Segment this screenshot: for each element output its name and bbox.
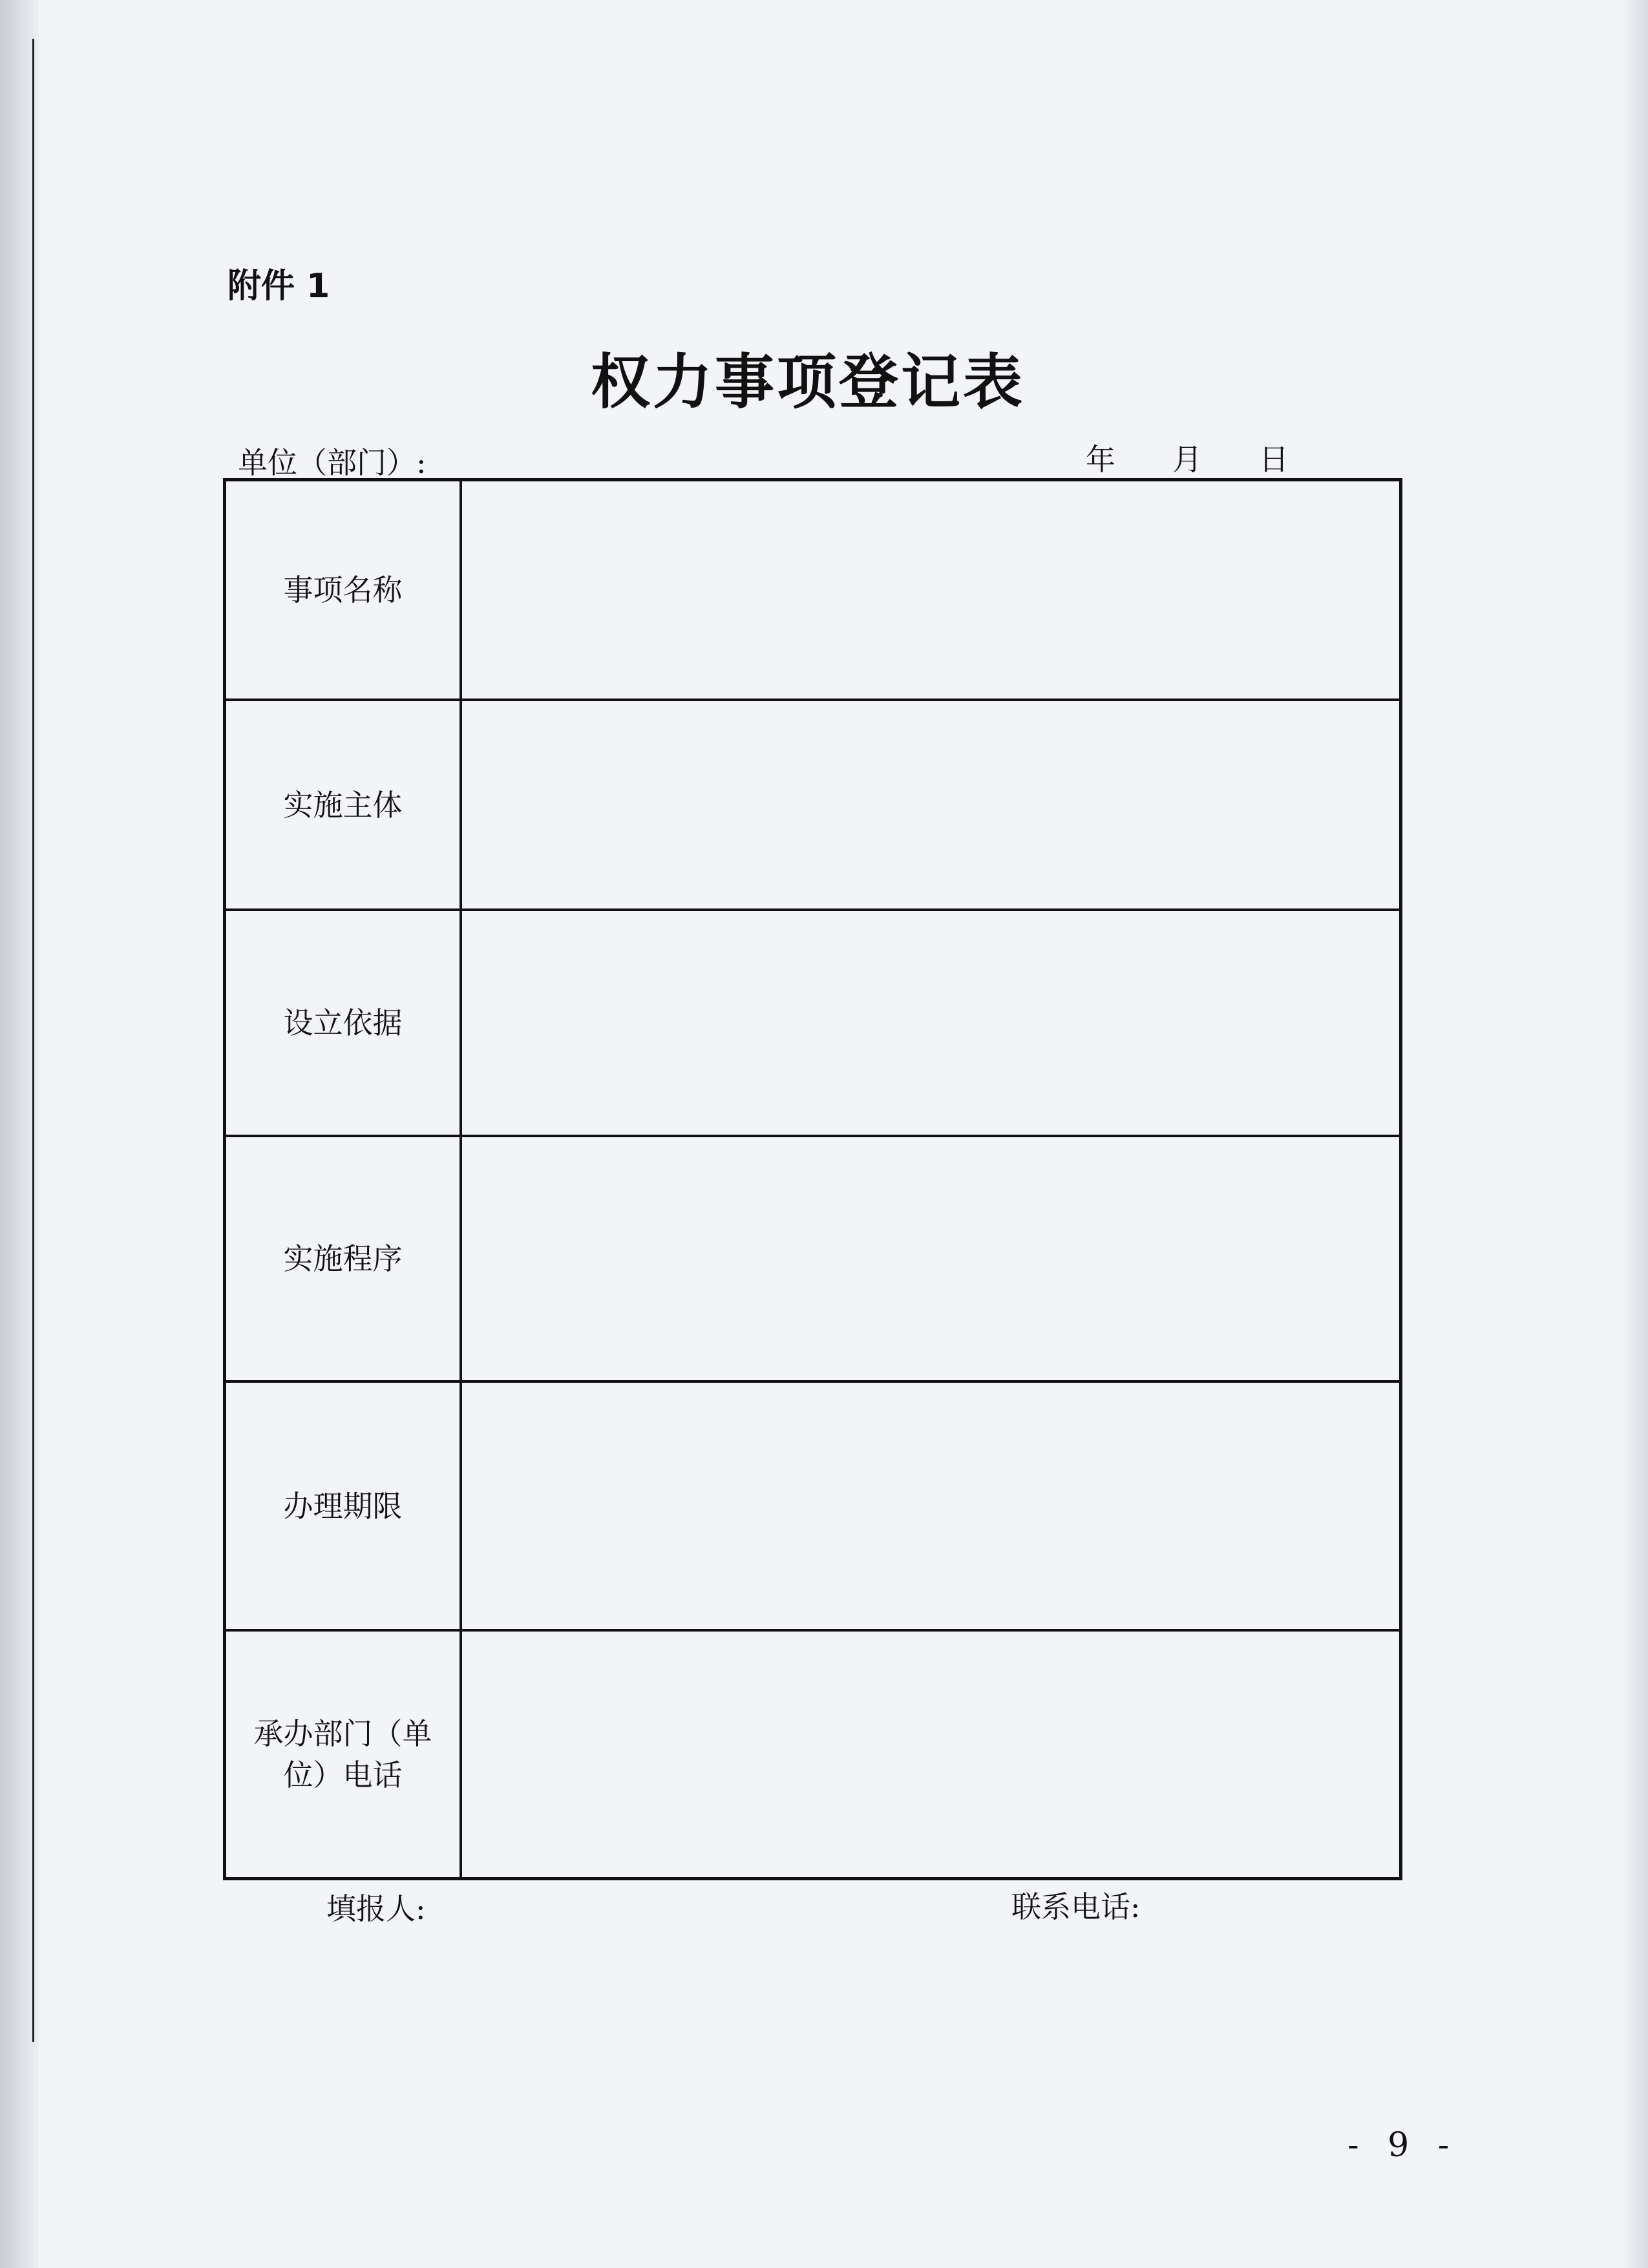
page-number: - 9 -	[1347, 2126, 1459, 2165]
row-label-department-phone: 承办部门（单位）电话	[226, 1632, 462, 1877]
field-item-name[interactable]	[462, 481, 1399, 701]
registration-table	[223, 478, 1402, 1880]
unit-label: 单位（部门）:	[238, 445, 427, 480]
year-label: 年	[1086, 442, 1115, 477]
attachment-label: 附件 1	[227, 267, 330, 306]
contact-phone-label: 联系电话:	[1011, 1889, 1141, 1924]
field-legal-basis[interactable]	[462, 911, 1399, 1137]
page-title-text: 权力事项登记表	[590, 347, 1025, 417]
row-label-legal-basis: 设立依据	[226, 911, 462, 1137]
row-label-procedure: 实施程序	[226, 1137, 462, 1383]
row-label-time-limit: 办理期限	[226, 1383, 462, 1632]
field-time-limit[interactable]	[462, 1383, 1399, 1632]
field-department-phone[interactable]	[462, 1632, 1399, 1877]
page-title	[0, 335, 1648, 420]
month-label: 月	[1172, 442, 1202, 477]
row-label-implementing-body: 实施主体	[226, 701, 462, 911]
date-fields	[1086, 436, 1289, 479]
field-procedure[interactable]	[462, 1137, 1399, 1383]
row-label-item-name: 事项名称	[226, 481, 462, 701]
field-implementing-body[interactable]	[462, 701, 1399, 911]
filler-label: 填报人:	[326, 1891, 426, 1926]
day-label: 日	[1259, 442, 1289, 477]
